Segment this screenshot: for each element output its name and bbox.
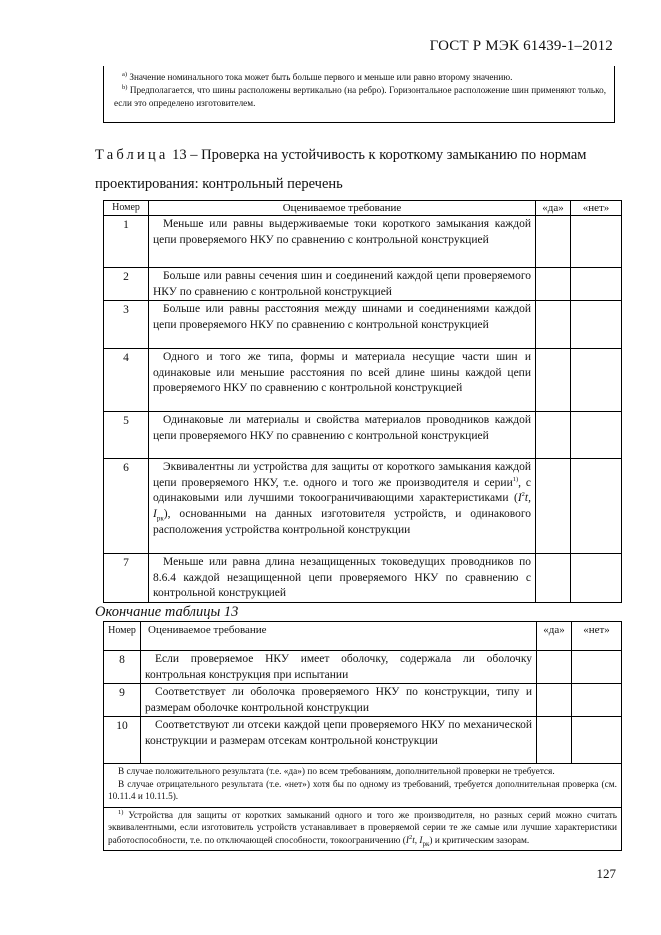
col-header-no: «нет» bbox=[572, 622, 622, 651]
table-row bbox=[104, 412, 622, 459]
no-cell[interactable] bbox=[571, 412, 622, 459]
col-header-requirement: Оцениваемое требование bbox=[149, 201, 536, 216]
col-header-requirement: Оцениваемое требование bbox=[141, 622, 537, 651]
table-13-continuation bbox=[103, 621, 622, 851]
row6-symbol-sup: 2 bbox=[521, 491, 525, 499]
footnote-1 bbox=[108, 810, 617, 848]
document-header: ГОСТ Р МЭК 61439-1–2012 bbox=[429, 38, 613, 54]
footnote-symbol-t: t, I bbox=[412, 835, 423, 846]
table-caption-label: Таблица bbox=[95, 147, 169, 163]
yes-cell[interactable] bbox=[536, 301, 571, 349]
no-cell[interactable] bbox=[572, 717, 622, 764]
note-b-marker: b) bbox=[122, 83, 128, 91]
no-cell[interactable] bbox=[571, 554, 622, 603]
table-caption-text: 13 – Проверка на устойчивость к короткому замыканию по нормам проектирования: контрольный перечень bbox=[95, 147, 587, 192]
table-header-row bbox=[104, 201, 622, 216]
table-row bbox=[104, 216, 622, 268]
row-requirement: Соответствуют ли отсеки каждой цепи проверяемого НКУ по механической конструкции и размерам отсекам контрольной конструкции bbox=[141, 717, 537, 764]
note-positive: В случае положительного результата (т.е. «да») по всем требованиям, дополнительной проверки не требуется. bbox=[118, 767, 555, 778]
note-b bbox=[114, 84, 606, 110]
row-number: 1 bbox=[104, 216, 149, 268]
row-requirement: Одинаковые ли материалы и свойства материалов проводников каждой цепи проверяемого НКУ по сравнению с контрольной конструкцией bbox=[149, 412, 536, 459]
row-requirement: Меньше или равна длина незащищенных токоведущих проводников по 8.6.4 каждой незащищенной цепи проверяемого НКУ по сравнению с контрольной конструкцией bbox=[149, 554, 536, 603]
top-notes-box bbox=[103, 66, 615, 123]
table-row bbox=[104, 554, 622, 603]
no-cell[interactable] bbox=[571, 301, 622, 349]
table-footnote bbox=[104, 807, 622, 851]
yes-cell[interactable] bbox=[536, 268, 571, 301]
table-footnote-row bbox=[104, 807, 622, 851]
footnote-symbol-i: I bbox=[405, 835, 409, 846]
footnote-text-a: Устройства для защиты от коротких замыканий одного и того же производителя, но разных серий можно считать эквивалентными, если изготовитель устройств устанавливает в проверяемой серии те же самые или лучшие характеристики работоспособности, т.е. по отключающей способности, токоограничению ( bbox=[108, 810, 618, 846]
row6-text-b: , с одинаковыми или лучшими токоограничивающими характеристиками ( bbox=[153, 476, 532, 505]
yes-cell[interactable] bbox=[536, 412, 571, 459]
table-row bbox=[104, 349, 622, 412]
col-header-number: Номер bbox=[104, 622, 141, 651]
note-b-text: Предполагается, что шины расположены вертикально (на ребро). Горизонтальное расположение шин применяют только, если это определено изготовителем. bbox=[114, 85, 606, 108]
note-negative: В случае отрицательного результата (т.е. «нет») хотя бы по одному из требований, требуется дополнительная проверка (см. 10.11.4 и 10.11.5). bbox=[108, 779, 617, 803]
col-header-yes: «да» bbox=[536, 201, 571, 216]
row-number: 6 bbox=[104, 459, 149, 554]
table-13 bbox=[103, 200, 622, 603]
page-number: 127 bbox=[596, 866, 616, 881]
row6-text-a: Эквивалентны ли устройства для защиты от короткого замыкания каждой цепи проверяемого НКУ, т.е. одного и того же производителя и серии bbox=[153, 461, 531, 489]
table-row bbox=[104, 459, 622, 554]
row6-symbol-sub: рк bbox=[156, 514, 164, 523]
no-cell[interactable] bbox=[572, 684, 622, 717]
yes-cell[interactable] bbox=[537, 717, 572, 764]
row-number: 8 bbox=[104, 651, 141, 684]
table-row bbox=[104, 684, 622, 717]
no-cell[interactable] bbox=[571, 459, 622, 554]
row6-symbol-i: I bbox=[517, 492, 522, 505]
table-notes bbox=[104, 764, 622, 808]
yes-cell[interactable] bbox=[536, 459, 571, 554]
row-requirement: Меньше или равны выдерживаемые токи короткого замыкания каждой цепи проверяемого НКУ по сравнению с контрольной конструкцией bbox=[149, 216, 536, 268]
yes-cell[interactable] bbox=[537, 684, 572, 717]
table-notes-row bbox=[104, 764, 622, 808]
footnote-text-b: ) и критическим зазорам. bbox=[429, 835, 530, 846]
row-number: 7 bbox=[104, 554, 149, 603]
no-cell[interactable] bbox=[572, 651, 622, 684]
table-continuation-caption: Окончание таблицы 13 bbox=[95, 604, 239, 620]
yes-cell[interactable] bbox=[536, 216, 571, 268]
row6-footnote-ref: 1) bbox=[512, 475, 519, 483]
col-header-no: «нет» bbox=[571, 201, 622, 216]
table-caption bbox=[95, 141, 615, 199]
row-requirement: Больше или равны расстояния между шинами и соединениями каждой цепи проверяемого НКУ по сравнению с контрольной конструкцией bbox=[149, 301, 536, 349]
row6-symbol-t: t, I bbox=[153, 492, 531, 520]
note-a-text: Значение номинального тока может быть больше первого и меньше или равно второму значению. bbox=[129, 72, 513, 82]
row-number: 5 bbox=[104, 412, 149, 459]
note-a bbox=[114, 71, 606, 84]
row-requirement: Одного и того же типа, формы и материала несущие части шин и одинаковые или меньшие расстояния по всей длине шины каждой цепи проверяемого НКУ по сравнению с контрольной конструкцией bbox=[149, 349, 536, 412]
col-header-number: Номер bbox=[104, 201, 149, 216]
table-row bbox=[104, 268, 622, 301]
col-header-yes: «да» bbox=[537, 622, 572, 651]
row-number: 4 bbox=[104, 349, 149, 412]
row-number: 3 bbox=[104, 301, 149, 349]
row-number: 2 bbox=[104, 268, 149, 301]
yes-cell[interactable] bbox=[536, 349, 571, 412]
row-number: 9 bbox=[104, 684, 141, 717]
table-row bbox=[104, 651, 622, 684]
row-requirement: Соответствует ли оболочка проверяемого НКУ по конструкции, типу и размерам оболочке контрольной конструкции bbox=[141, 684, 537, 717]
no-cell[interactable] bbox=[571, 268, 622, 301]
footnote-symbol-sup: 2 bbox=[408, 833, 413, 841]
footnote-symbol-sub: рк bbox=[422, 839, 430, 848]
table-header-row bbox=[104, 622, 622, 651]
row-requirement: Если проверяемое НКУ имеет оболочку, содержала ли оболочку контрольная конструкция при испытании bbox=[141, 651, 537, 684]
note-a-marker: а) bbox=[122, 70, 128, 78]
row-number: 10 bbox=[104, 717, 141, 764]
no-cell[interactable] bbox=[571, 349, 622, 412]
yes-cell[interactable] bbox=[537, 651, 572, 684]
no-cell[interactable] bbox=[571, 216, 622, 268]
row6-text-c: ), основанными на данных изготовителя устройств, и одинакового расположения устройства контрольной конструкции bbox=[153, 507, 531, 536]
row-requirement bbox=[149, 459, 536, 554]
table-row bbox=[104, 717, 622, 764]
row-requirement: Больше или равны сечения шин и соединений каждой цепи проверяемого НКУ по сравнению с контрольной конструкцией bbox=[149, 268, 536, 301]
yes-cell[interactable] bbox=[536, 554, 571, 603]
footnote-marker: 1) bbox=[118, 808, 124, 816]
table-row bbox=[104, 301, 622, 349]
